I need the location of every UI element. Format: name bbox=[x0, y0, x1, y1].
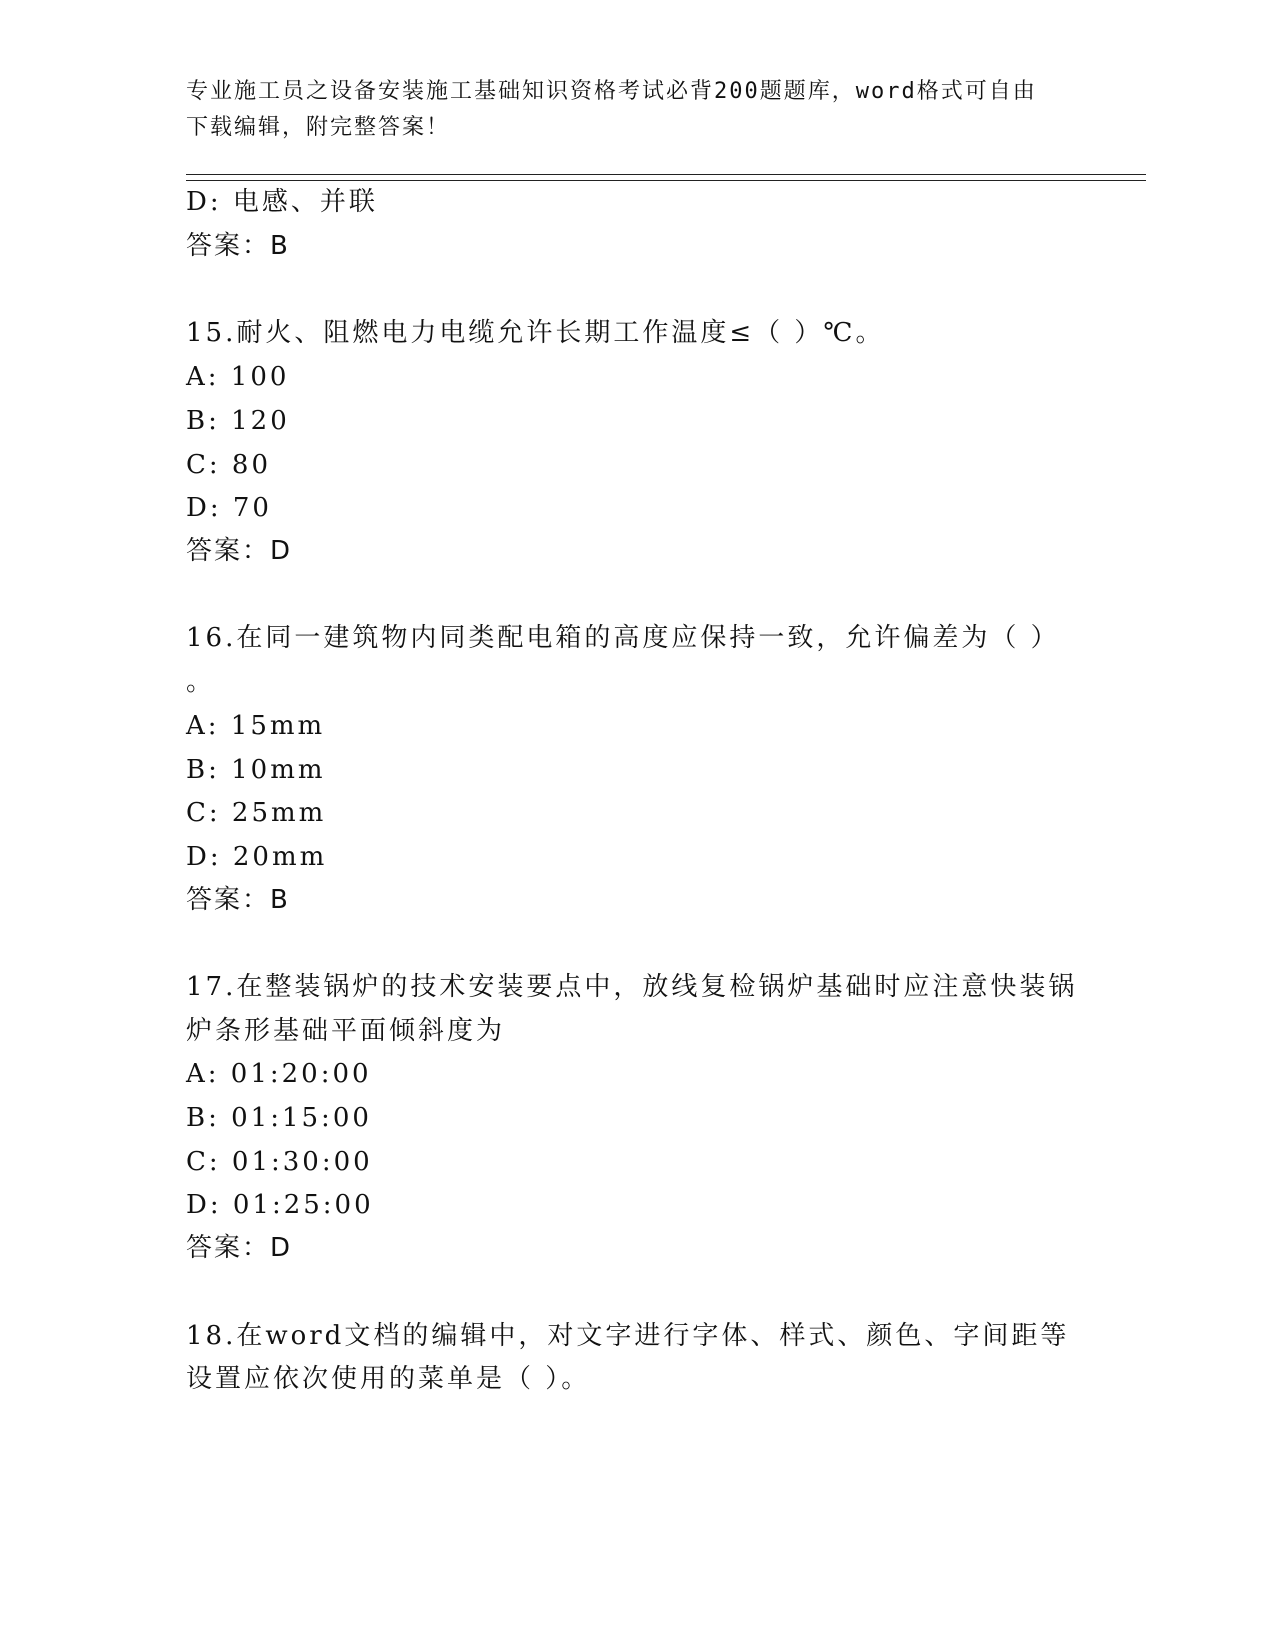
q16-stem-line-1: 16.在同一建筑物内同类配电箱的高度应保持一致，允许偏差为（ ） bbox=[186, 623, 1060, 653]
q16-option-c: C: 25mm bbox=[186, 798, 327, 828]
q16-option-d: D: 20mm bbox=[186, 842, 328, 872]
prev-option-d: D: 电感、并联 bbox=[186, 187, 378, 217]
q17-stem-line-1: 17.在整装锅炉的技术安装要点中，放线复检锅炉基础时应注意快装锅 bbox=[186, 972, 1078, 1002]
q16-option-b: B: 10mm bbox=[186, 755, 326, 785]
q15-option-d: D: 70 bbox=[186, 493, 272, 523]
q17-option-c: C: 01:30:00 bbox=[186, 1147, 373, 1177]
q15-option-b: B: 120 bbox=[186, 406, 290, 436]
q17-option-b: B: 01:15:00 bbox=[186, 1103, 372, 1133]
q17-option-a: A: 01:20:00 bbox=[186, 1059, 372, 1089]
q16-stem-line-2: 。 bbox=[186, 667, 216, 697]
header-divider-top bbox=[186, 174, 1146, 175]
q16-answer: 答案：B bbox=[186, 885, 290, 915]
q15-option-a: A: 100 bbox=[186, 362, 290, 392]
header-line-1: 专业施工员之设备安装施工基础知识资格考试必背200题题库，word格式可自由 bbox=[186, 79, 1037, 104]
q17-option-d: D: 01:25:00 bbox=[186, 1190, 374, 1220]
q17-stem-line-2: 炉条形基础平面倾斜度为 bbox=[186, 1016, 506, 1046]
q15-answer: 答案：D bbox=[186, 536, 293, 566]
header-divider-bottom bbox=[186, 180, 1146, 181]
q18-stem-line-1: 18.在word文档的编辑中，对文字进行字体、样式、颜色、字间距等 bbox=[186, 1321, 1070, 1351]
document-header bbox=[186, 74, 1086, 146]
q18-stem-line-2: 设置应依次使用的菜单是（ ）。 bbox=[186, 1364, 591, 1394]
q16-option-a: A: 15mm bbox=[186, 711, 326, 741]
q17-answer: 答案：D bbox=[186, 1233, 293, 1263]
prev-answer: 答案：B bbox=[186, 231, 290, 261]
q15-option-c: C: 80 bbox=[186, 450, 272, 480]
q15-stem: 15.耐火、阻燃电力电缆允许长期工作温度≤（ ）℃。 bbox=[186, 318, 885, 348]
header-line-2: 下载编辑，附完整答案！ bbox=[186, 115, 451, 140]
